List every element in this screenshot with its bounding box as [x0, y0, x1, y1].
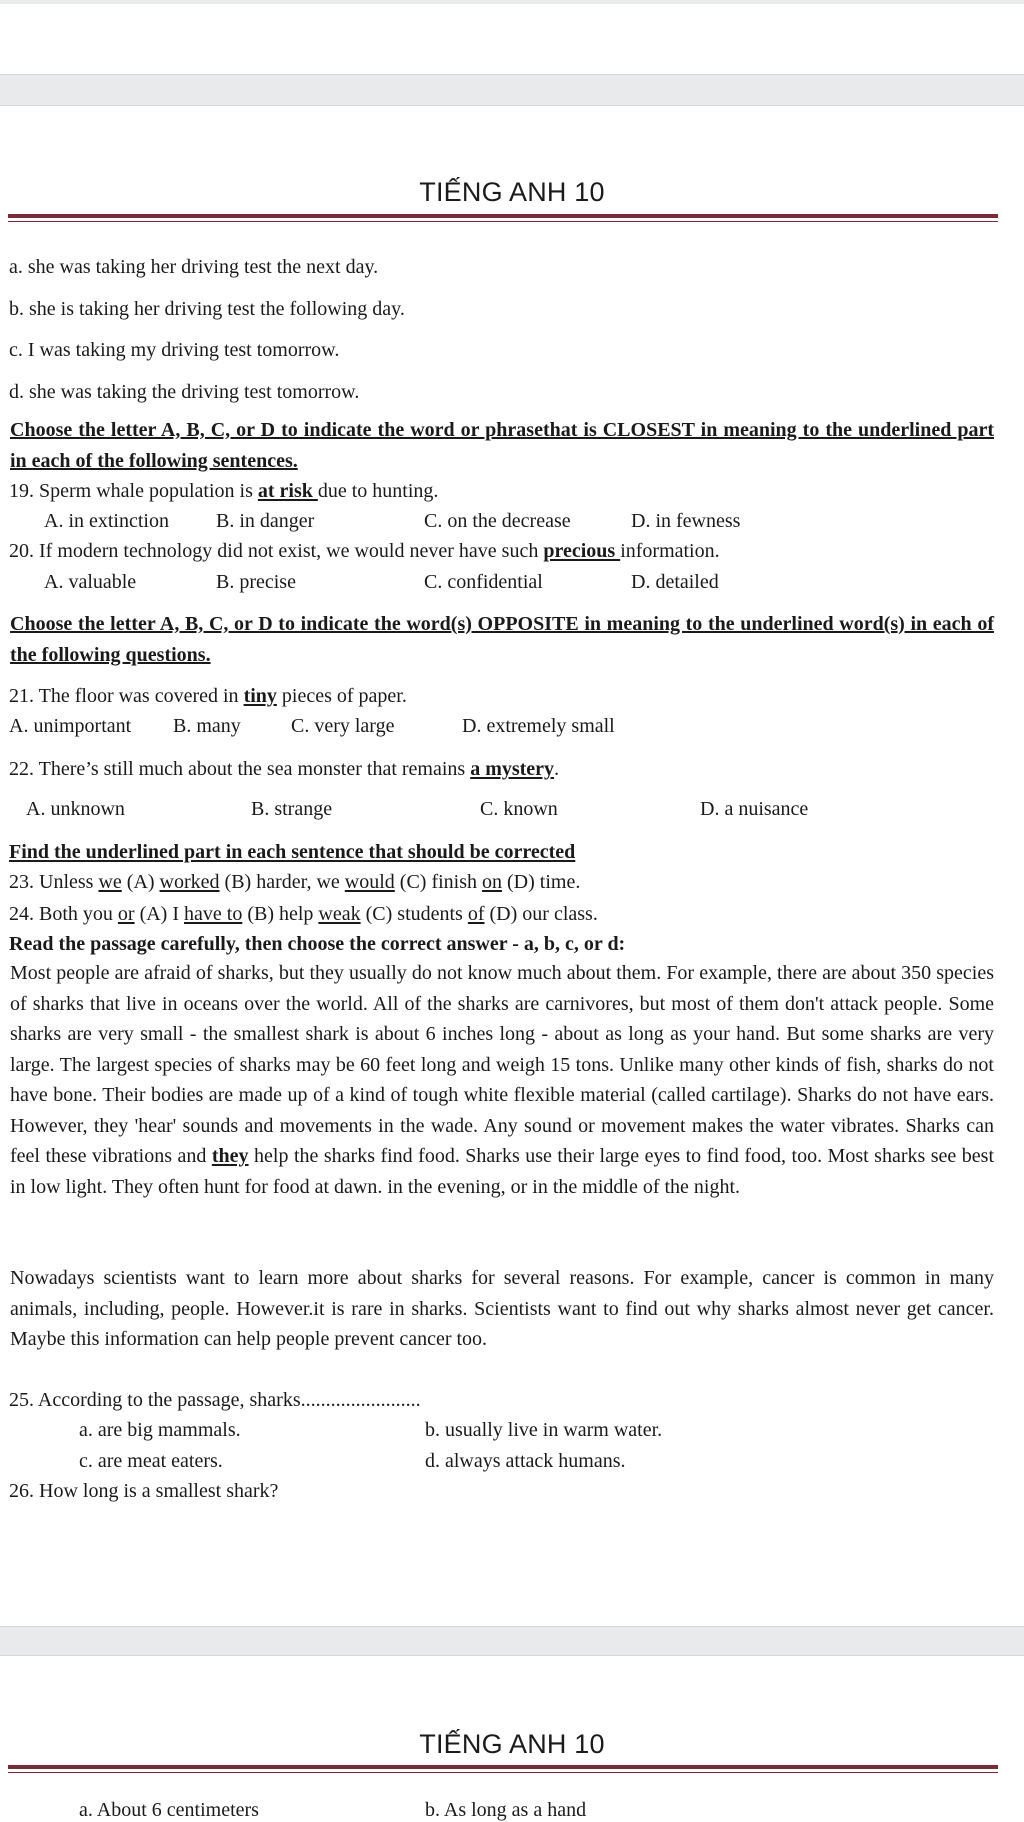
q24-underlined-c: weak	[318, 903, 361, 925]
q20-after: information.	[620, 540, 720, 562]
p1-underlined: they	[211, 1145, 249, 1167]
q22-option-b: B. strange	[251, 798, 333, 820]
question-26: 26. How long is a smallest shark?	[9, 1480, 279, 1502]
reading-instruction: Read the passage carefully, then choose the correct answer - a, b, c, or d:	[9, 933, 626, 955]
q26-option-a: a. About 6 centimeters	[79, 1799, 259, 1821]
q21-option-a: A. unimportant	[9, 715, 132, 737]
q21-option-d: D. extremely small	[462, 715, 615, 737]
prev-answer-c: c. I was taking my driving test tomorrow.	[9, 339, 340, 361]
q22-underlined: a mystery	[470, 758, 555, 780]
q26-option-b: b. As long as a hand	[425, 1799, 587, 1821]
prev-answer-d: d. she was taking the driving test tomorrow.	[9, 381, 360, 403]
q25-option-a: a. are big mammals.	[79, 1419, 241, 1441]
title-rule	[8, 214, 998, 218]
title-rule-thin	[8, 221, 998, 222]
q25-option-d: d. always attack humans.	[425, 1450, 626, 1472]
q24-part: (A) I	[134, 903, 185, 925]
q23-part: (B) harder, we	[219, 871, 345, 893]
page-title: TIẾNG ANH 10	[419, 177, 605, 207]
q20-option-d: D. detailed	[631, 571, 719, 593]
q20-option-c: C. confidential	[424, 571, 543, 593]
q22-after: .	[554, 758, 560, 780]
question-25: 25. According to the passage, sharks........................	[9, 1389, 421, 1411]
question-21	[9, 684, 407, 708]
q20-underlined: precious	[543, 540, 621, 562]
q23-underlined-b: worked	[159, 871, 220, 893]
closest-instruction: Choose the letter A, B, C, or D to indicate the word or phrasethat is CLOSEST in meaning to the underlined part in each of the following sentences.	[10, 419, 994, 472]
q19-option-b: B. in danger	[216, 510, 315, 532]
q20-option-a: A. valuable	[44, 571, 137, 593]
q23-part: 23. Unless	[9, 871, 99, 893]
q24-underlined-b: have to	[184, 903, 243, 925]
q21-option-c: C. very large	[291, 715, 395, 737]
q23-part: (D) time.	[502, 871, 581, 893]
q21-before: 21. The floor was covered in	[9, 685, 244, 707]
q24-underlined-a: or	[117, 903, 135, 925]
q23-underlined-d: on	[482, 871, 503, 893]
opposite-instruction: Choose the letter A, B, C, or D to indicate the word(s) OPPOSITE in meaning to the underlined word(s) in each of the following questions.	[10, 613, 994, 666]
q24-part: (C) students	[360, 903, 468, 925]
error-instruction: Find the underlined part in each sentence that should be corrected	[9, 841, 576, 863]
q21-option-b: B. many	[173, 715, 241, 737]
q22-option-a: A. unknown	[26, 798, 125, 820]
question-19	[9, 479, 438, 503]
q24-part: (D) our class.	[484, 903, 598, 925]
q22-option-d: D. a nuisance	[700, 798, 809, 820]
next-title-rule-thin	[8, 1772, 998, 1773]
q19-option-c: C. on the decrease	[424, 510, 571, 532]
q19-option-a: A. in extinction	[44, 510, 169, 532]
q23-part: (A)	[121, 871, 160, 893]
p1-after: help the sharks find food. Sharks use their large eyes to find food, too. Most sharks see best in low light. They often hunt for food at dawn. in the evening, or in the middle of the night.	[10, 1145, 994, 1198]
question-20	[9, 539, 720, 563]
q23-underlined-c: would	[344, 871, 395, 893]
q24-part: (B) help	[242, 903, 319, 925]
next-title-rule	[8, 1765, 998, 1769]
q25-option-b: b. usually live in warm water.	[425, 1419, 663, 1441]
q21-underlined: tiny	[243, 685, 277, 707]
next-page-title: TIẾNG ANH 10	[419, 1729, 605, 1759]
q25-option-c: c. are meat eaters.	[79, 1450, 223, 1472]
p1-before: Most people are afraid of sharks, but they usually do not know much about them. For example, there are about 350 species of sharks that live in oceans over the world. All of the sharks are carnivores, but most of them don't attack people. Some sharks are very small - the smallest shark is about 6 inches long - about as long as your hand. But some sharks are very large. The largest species of sharks may be 60 feet long and weigh 15 tons. Unlike many other kinds of fish, sharks do not have bone. Their bodies are made up of a kind of tough white flexible material (called cartilage). Sharks do not have ears. However, they 'hear' sounds and movements in the wade. Any sound or movement makes the water vibrates. Sharks can feel these vibrations and	[10, 962, 994, 1167]
q19-option-d: D. in fewness	[631, 510, 741, 532]
page-separator	[0, 74, 1024, 106]
q19-after: due to hunting.	[317, 480, 439, 502]
question-23	[9, 870, 580, 894]
q24-underlined-d: of	[467, 903, 485, 925]
q19-underlined: at risk	[257, 480, 318, 502]
q22-before: 22. There’s still much about the sea monster that remains	[9, 758, 471, 780]
q23-underlined-a: we	[98, 871, 122, 893]
q21-after: pieces of paper.	[276, 685, 407, 707]
q19-before: 19. Sperm whale population is	[9, 480, 258, 502]
q23-part: (C) finish	[394, 871, 483, 893]
q24-part: 24. Both you	[9, 903, 118, 925]
q20-before: 20. If modern technology did not exist, we would never have such	[9, 540, 544, 562]
reading-paragraph-1	[10, 958, 994, 1202]
question-22	[9, 757, 559, 781]
page-separator	[0, 1626, 1024, 1656]
q22-option-c: C. known	[480, 798, 558, 820]
prev-answer-a: a. she was taking her driving test the next day.	[9, 256, 379, 278]
previous-page-bottom	[0, 4, 1024, 74]
question-24	[9, 902, 598, 926]
q20-option-b: B. precise	[216, 571, 296, 593]
reading-paragraph-2: Nowadays scientists want to learn more about sharks for several reasons. For example, cancer is common in many animals, including, people. However.it is rare in sharks. Scientists want to find out why sharks almost never get cancer. Maybe this information can help people prevent cancer too.	[10, 1267, 994, 1350]
prev-answer-b: b. she is taking her driving test the following day.	[9, 298, 405, 320]
